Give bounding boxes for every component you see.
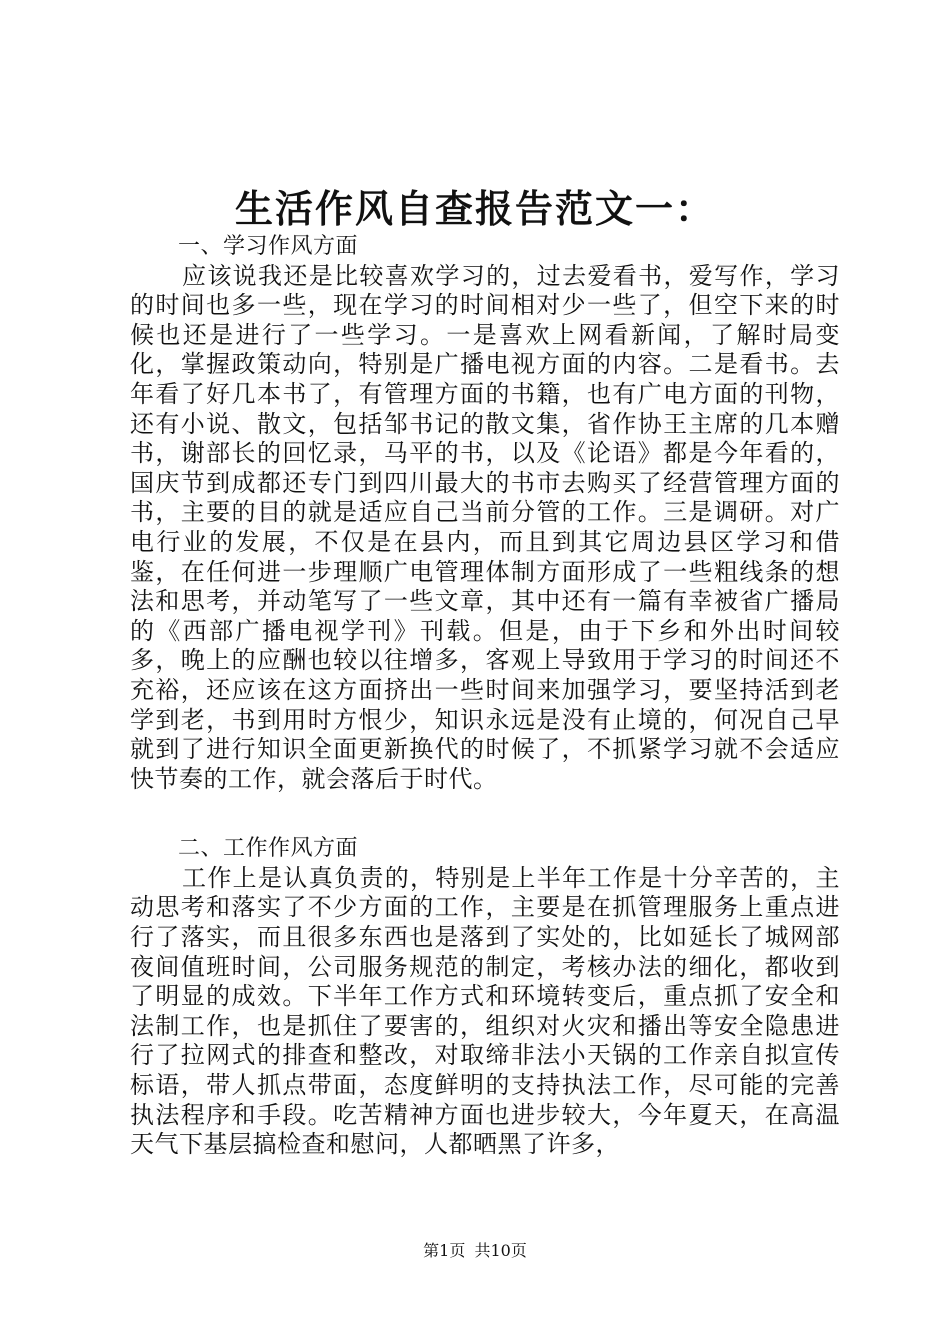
- section-heading: 二、工作作风方面: [178, 836, 359, 862]
- document-body: [130, 232, 840, 1160]
- section-work-style: [130, 834, 840, 1160]
- section-study-style: [130, 232, 840, 794]
- section-paragraph: 工作上是认真负责的，特别是上半年工作是十分辛苦的，主动思考和落实了不少方面的工作，主要是在抓管理服务上重点进行了落实，而且很多东西也是落到了实处的，比如延长了城网部夜间值班时间，公司服务规范的制定，考核办法的细化，都收到了明显的成效。下半年工作方式和环境转变后，重点抓了安全和法制工作，也是抓住了要害的，组织对火灾和播出等安全隐患进行了拉网式的排查和整改，对取缔非法小天锅的工作亲自拟宣传标语，带人抓点带面，态度鲜明的支持执法工作，尽可能的完善执法程序和手段。吃苦精神方面也进步较大，今年夏天，在高温天气下基层搞检查和慰问，人都晒黑了许多，: [130, 863, 840, 1159]
- document-title: 生活作风自查报告范文一：: [234, 186, 715, 231]
- section-heading: 一、学习作风方面: [178, 234, 359, 259]
- page-footer: [0, 1240, 950, 1262]
- section-spacer: [130, 794, 840, 834]
- section-paragraph: 应该说我还是比较喜欢学习的，过去爱看书，爱写作，学习的时间也多一些，现在学习的时间相对少一些了，但空下来的时候也还是进行了一些学习。一是喜欢上网看新闻，了解时局变化，掌握政策动向，特别是广播电视方面的内容。二是看书。去年看了好几本书了，有管理方面的书籍，也有广电方面的刊物，还有小说、散文，包括邹书记的散文集，省作协王主席的几本赠书，谢部长的回忆录，马平的书，以及《论语》都是今年看的，国庆节到成都还专门到四川最大的书市去购买了经营管理方面的书，主要的目的就是适应自己当前分管的工作。三是调研。对广电行业的发展，不仅是在县内，而且到其它周边县区学习和借鉴，在任何进一步理顺广电管理体制方面形成了一些粗线条的想法和思考，并动笔写了一些文章，其中还有一篇有幸被省广播局的《西部广播电视学刊》刊载。但是，由于下乡和外出时间较多，晚上的应酬也较以往增多，客观上导致用于学习的时间还不充裕，还应该在这方面挤出一些时间来加强学习，要坚持活到老学到老，书到用时方恨少，知识永远是没有止境的，何况自己早就到了进行知识全面更新换代的时候了，不抓紧学习就不会适应快节奏的工作，就会落后于时代。: [130, 261, 840, 793]
- page-number: 第1页: [423, 1241, 466, 1260]
- page-total: 共10页: [474, 1241, 527, 1260]
